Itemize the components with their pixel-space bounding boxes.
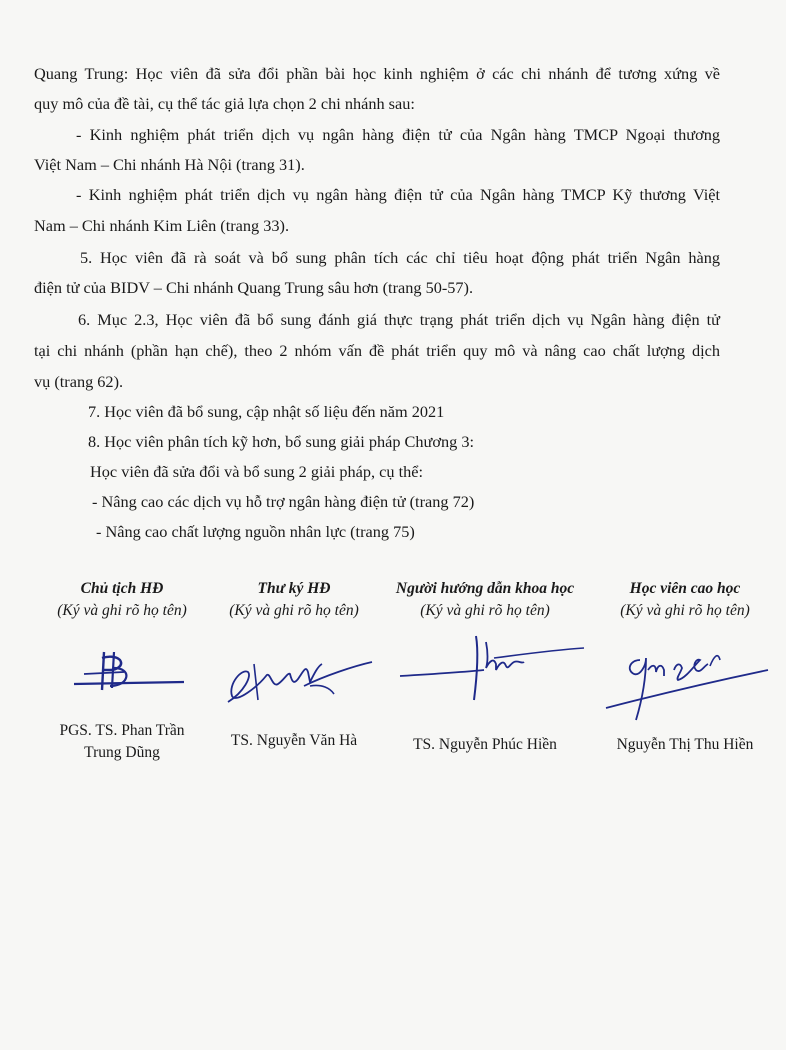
- handwritten-signature: [600, 630, 770, 730]
- handwritten-signature: [394, 628, 590, 708]
- body-line-7: 5. Học viên đã rà soát và bổ sung phân tích các chỉ tiêu hoạt động phát triển Ngân hàng: [80, 248, 720, 267]
- body-line-5: - Kinh nghiệm phát triển dịch vụ ngân hàng điện tử của Ngân hàng TMCP Kỹ thương Việt: [76, 185, 720, 204]
- body-line-11: vụ (trang 62).: [34, 372, 124, 391]
- signer-name-line-1: Nguyễn Thị Thu Hiền: [616, 736, 754, 753]
- body-line-4: Việt Nam – Chi nhánh Hà Nội (trang 31).: [34, 155, 305, 174]
- body-line-12: 7. Học viên đã bổ sung, cập nhật số liệu đến năm 2021: [88, 402, 445, 421]
- signature-block-student: [600, 578, 770, 778]
- signer-name-line-2: Trung Dũng: [84, 744, 160, 761]
- signature-role: Học viên cao học: [629, 580, 741, 597]
- body-line-1: Quang Trung: Học viên đã sửa đổi phần bài học kinh nghiệm ở các chi nhánh để tương xứng về: [34, 64, 720, 83]
- body-line-14: Học viên đã sửa đổi và bổ sung 2 giải pháp, cụ thể:: [90, 462, 424, 481]
- signer-name-line-1: PGS. TS. Phan Trần: [59, 722, 185, 739]
- signature-note: (Ký và ghi rõ họ tên): [620, 602, 750, 619]
- signature-block-chair: [34, 578, 210, 778]
- body-line-13: 8. Học viên phân tích kỹ hơn, bổ sung giải pháp Chương 3:: [88, 432, 474, 451]
- signature-note: (Ký và ghi rõ họ tên): [229, 602, 359, 619]
- body-line-16: - Nâng cao chất lượng nguồn nhân lực (trang 75): [96, 522, 415, 541]
- signer-name-line-1: TS. Nguyễn Phúc Hiền: [413, 736, 557, 753]
- signature-role: Thư ký HĐ: [257, 580, 331, 597]
- body-line-15: - Nâng cao các dịch vụ hỗ trợ ngân hàng điện tử (trang 72): [92, 492, 475, 511]
- signature-note: (Ký và ghi rõ họ tên): [420, 602, 550, 619]
- body-line-10: tại chi nhánh (phần hạn chế), theo 2 nhóm vấn đề phát triển quy mô và nâng cao chất lượng dịch: [34, 341, 720, 360]
- signature-role: Người hướng dẫn khoa học: [395, 580, 575, 597]
- body-line-2: quy mô của đề tài, cụ thể tác giả lựa chọn 2 chi nhánh sau:: [34, 94, 415, 113]
- body-line-6: Nam – Chi nhánh Kim Liên (trang 33).: [34, 216, 290, 235]
- signature-block-secretary: [214, 578, 374, 778]
- signer-name-line-1: TS. Nguyễn Văn Hà: [230, 732, 358, 749]
- handwritten-signature: [214, 636, 374, 716]
- body-line-8: điện tử của BIDV – Chi nhánh Quang Trung sâu hơn (trang 50-57).: [34, 278, 474, 297]
- body-line-9: 6. Mục 2.3, Học viên đã bổ sung đánh giá thực trạng phát triển dịch vụ Ngân hàng điện tử: [78, 310, 720, 329]
- signature-note: (Ký và ghi rõ họ tên): [57, 602, 187, 619]
- signature-role: Chủ tịch HĐ: [80, 580, 164, 597]
- handwritten-signature: [64, 638, 204, 698]
- body-line-3: - Kinh nghiệm phát triển dịch vụ ngân hàng điện tử của Ngân hàng TMCP Ngoại thương: [76, 125, 720, 144]
- signature-block-supervisor: [380, 578, 590, 778]
